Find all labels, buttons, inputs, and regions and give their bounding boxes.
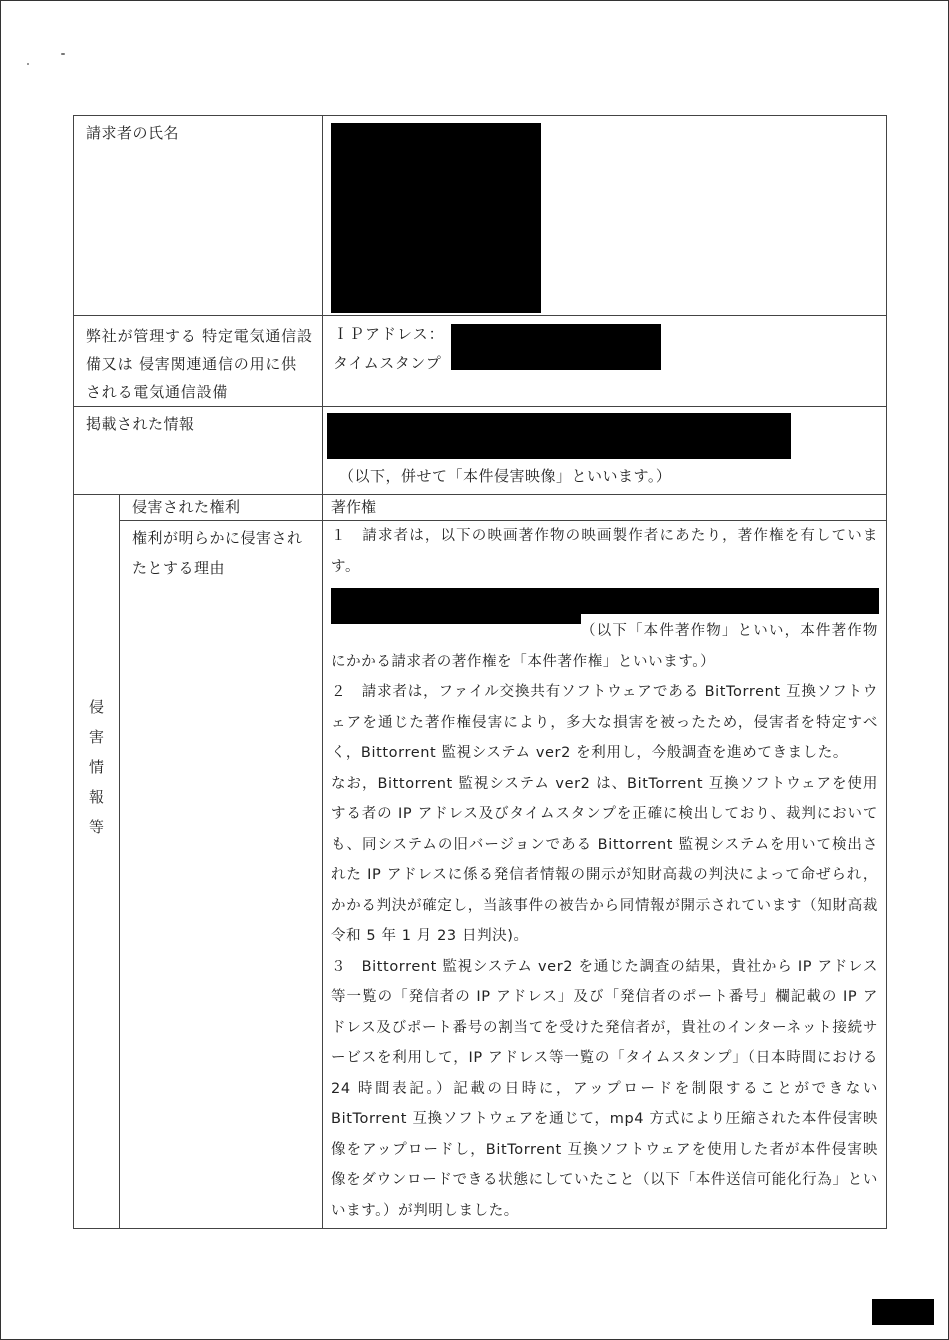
infringement-reason-row — [74, 521, 887, 1229]
group-label-char: 情 — [88, 757, 104, 776]
reason-paragraph-1: １ 請求者は，以下の映画著作物の映画製作者にあたり，著作権を有しています。 — [331, 528, 879, 575]
reason-paragraph-3: ３ Bittorrent 監視システム ver2 を通じた調査の結果，貴社から IP アドレス等一覧の「発信者の IP アドレス」及び「発信者のポート番号」欄記載の IP アドレス及びポート番号の割当てを受けた発信者が，貴社のインターネット接続サービスを利用して，IP アドレス等一覧の「タイムスタンプ」（日本時間における 24 時間表記。）記載の日時に，アップロードを制限することができない BitTorrent 互換ソフトウェアを通じて，mp4 方式により圧縮された本件侵害映像をアップロードし，BitTorrent 互換ソフトウェアを使用した者が本件侵害映像をダウンロードできる状態にしていたこと（以下「本件送信可能化行為」といいます。）が判明しました。 — [331, 958, 879, 1219]
redacted-page-number — [872, 1299, 934, 1325]
scan-speck — [27, 63, 29, 65]
reason-paragraph-1-cont: （以下「本件著作物」といい，本件著作物にかかる請求者の著作権を「本件著作権」といいます。） — [331, 623, 879, 670]
reason-paragraph-2-note: なお，Bittorrent 監視システム ver2 は、BitTorrent 互換ソフトウェアを使用する者の IP アドレス及びタイムスタンプを正確に検出しており、裁判においても、同システムの旧バージョンである Bittorrent 監視システムを用いて検出された IP アドレスに係る発信者情報の開示が知財高裁の判決によって命ぜられ，かかる判決が確定し，当該事件の被告から同情報が開示されています（知財高裁令和 5 年 1 月 23 日判決)。 — [331, 775, 879, 944]
redacted-posted-info — [327, 413, 791, 459]
infringement-info-group-label — [74, 495, 120, 1229]
redacted-work-title — [331, 588, 879, 614]
ip-address-label: ＩＰアドレス： — [333, 325, 445, 343]
posted-info-row — [74, 407, 887, 495]
redacted-requester-name — [331, 123, 541, 313]
infringement-reason-label: 権利が明らかに侵害されたとする理由 — [120, 521, 323, 1229]
infringed-right-value: 著作権 — [323, 495, 887, 521]
redacted-ip-timestamp — [451, 324, 661, 370]
group-label-char: 侵 — [88, 697, 104, 716]
timestamp-label: タイムスタンプ — [333, 354, 442, 372]
infringement-reason-body — [323, 521, 887, 1229]
redacted-work-title-cont — [331, 614, 581, 624]
requester-name-cell — [323, 116, 887, 316]
posted-info-label: 掲載された情報 — [74, 407, 323, 495]
group-label-char: 害 — [88, 727, 104, 746]
reason-paragraph-2: ２ 請求者は，ファイル交換共有ソフトウェアである BitTorrent 互換ソフトウェアを通じた著作権侵害により，多大な損害を被ったため，侵害者を特定すべく，Bittorrent 監視システム ver2 を利用し，今般調査を進めてきました。 — [331, 684, 879, 761]
redacted-work-title-block — [331, 588, 878, 622]
requester-name-row — [74, 116, 887, 316]
equipment-cell — [323, 316, 887, 407]
infringed-right-label: 侵害された権利 — [120, 495, 323, 521]
scan-speck — [61, 53, 65, 55]
group-label-char: 報 — [88, 787, 104, 806]
equipment-row — [74, 316, 887, 407]
infringed-right-row — [74, 495, 887, 521]
group-label-char: 等 — [88, 817, 104, 836]
posted-info-cell — [323, 407, 887, 495]
equipment-label: 弊社が管理する 特定電気通信設備又は 侵害関連通信の用に供 される電気通信設備 — [74, 316, 323, 407]
requester-name-label: 請求者の氏名 — [74, 116, 323, 316]
disclosure-request-form — [73, 115, 887, 1229]
posted-info-note: （以下，併せて「本件侵害映像」といいます。） — [339, 467, 672, 485]
